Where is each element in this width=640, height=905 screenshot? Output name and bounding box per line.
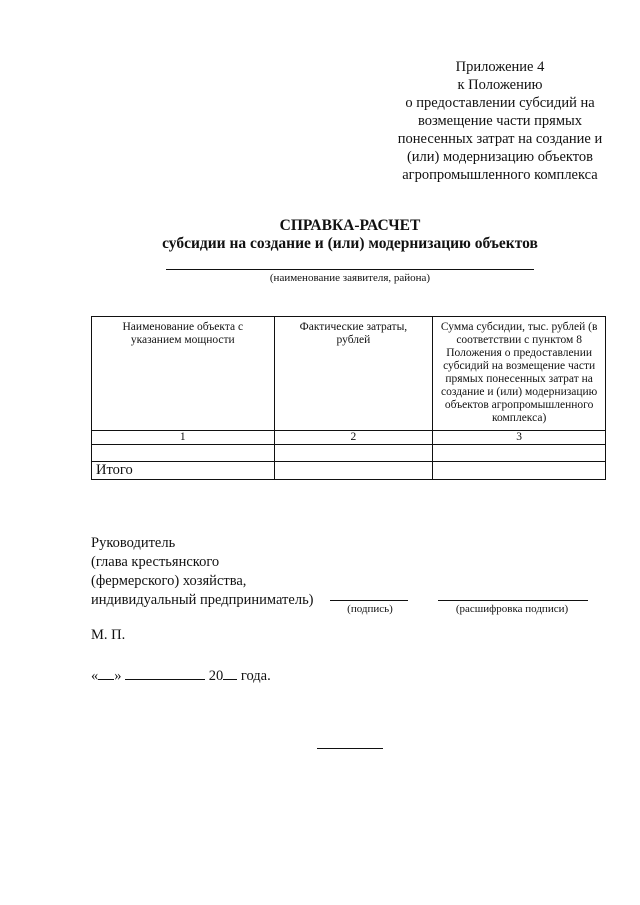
appendix-header — [380, 58, 620, 184]
footer-separator — [317, 748, 383, 749]
total-row — [92, 462, 606, 480]
table-cell[interactable] — [92, 445, 275, 462]
appendix-line: Приложение 4 — [455, 59, 545, 75]
calculation-table — [91, 316, 606, 480]
date-day-blank[interactable] — [98, 665, 114, 680]
title-subtitle: субсидии на создание и (или) модернизацию объектов — [162, 235, 538, 252]
date-close-quote: » — [114, 668, 122, 684]
total-label: Итого — [92, 462, 275, 480]
date-year-blank[interactable] — [223, 665, 237, 680]
total-costs-cell[interactable] — [274, 462, 433, 480]
signer-line: индивидуальный предприниматель) — [91, 592, 314, 608]
applicant-name-line — [166, 269, 534, 270]
signer-line: Руководитель — [91, 535, 176, 551]
total-subsidy-cell[interactable] — [433, 462, 606, 480]
date-suffix: года. — [240, 668, 271, 684]
appendix-line: агропромышленного комплекса — [402, 167, 598, 183]
stamp-place: М. П. — [91, 627, 126, 643]
signature-decode-caption: (расшифровка подписи) — [455, 603, 569, 615]
column-number: 2 — [274, 431, 433, 445]
document-title — [90, 217, 610, 253]
signature-decode-line[interactable] — [438, 600, 588, 601]
column-numbers-row — [92, 431, 606, 445]
table-cell[interactable] — [433, 445, 606, 462]
signature-line[interactable] — [330, 600, 408, 601]
date-month-blank[interactable] — [125, 665, 205, 680]
signer-line: (фермерского) хозяйства, — [91, 573, 247, 589]
date-year-prefix: 20 — [208, 668, 224, 684]
signer-line: (глава крестьянского — [91, 554, 220, 570]
table-header-row — [92, 317, 606, 431]
table-cell[interactable] — [274, 445, 433, 462]
appendix-line: понесенных затрат на создание и — [397, 131, 603, 147]
date-line — [91, 665, 271, 685]
title-main: СПРАВКА-РАСЧЕТ — [279, 217, 421, 234]
appendix-line: о предоставлении субсидий на — [405, 95, 595, 111]
header-subsidy-amount: Сумма субсидии, тыс. рублей (в соответствии с пунктом 8 Положения о предоставлении субсидий на возмещение части прямых понесенных затрат на создание и (или) модернизацию объектов агропромышленного комплекса) — [433, 317, 606, 431]
appendix-line: возмещение части прямых — [417, 113, 583, 129]
signer-block — [91, 534, 314, 610]
date-open-quote: « — [91, 668, 99, 684]
signature-caption: (подпись) — [347, 603, 393, 615]
column-number: 1 — [92, 431, 275, 445]
header-actual-costs: Фактические затраты, рублей — [274, 317, 433, 431]
column-number: 3 — [433, 431, 606, 445]
applicant-caption: (наименование заявителя, района) — [269, 272, 431, 284]
header-object-name: Наименование объекта с указанием мощности — [92, 317, 275, 431]
appendix-line: (или) модернизацию объектов — [406, 149, 594, 165]
appendix-line: к Положению — [457, 77, 543, 93]
table-row — [92, 445, 606, 462]
